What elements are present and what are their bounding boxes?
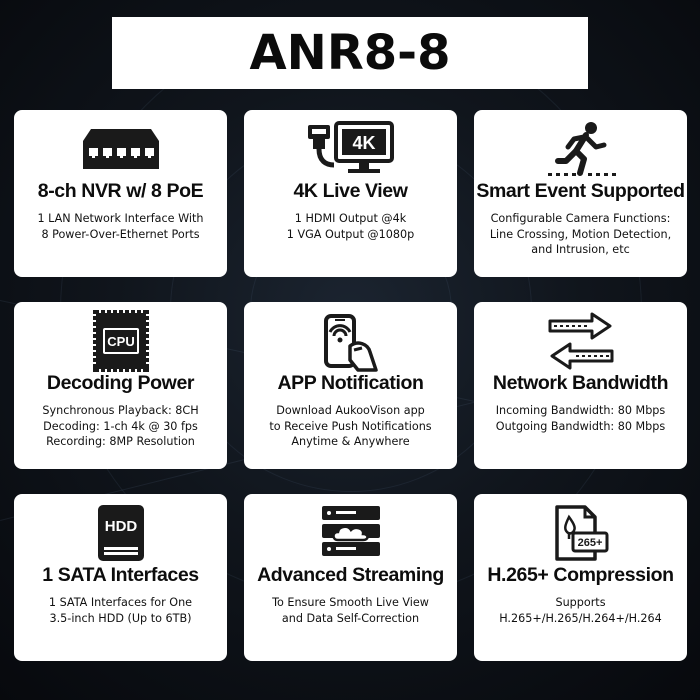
card-description: 1 SATA Interfaces for One 3.5-inch HDD (Up to 6TB) — [48, 596, 193, 625]
card-title: Decoding Power — [46, 372, 195, 394]
feature-card-smart-event — [474, 110, 687, 277]
h265-file-icon — [551, 503, 611, 563]
hdd-icon — [96, 503, 146, 563]
card-title: APP Notification — [277, 372, 424, 394]
running-person-icon — [546, 121, 616, 177]
feature-card-decoding — [14, 302, 227, 469]
card-description: To Ensure Smooth Live View and Data Self-Correction — [272, 596, 429, 625]
card-description: 1 HDMI Output @4k 1 VGA Output @1080p — [286, 212, 415, 241]
card-title: H.265+ Compression — [487, 564, 674, 586]
cloud-server-icon — [318, 504, 384, 562]
phone-notification-icon — [320, 310, 382, 372]
card-title: Smart Event Supported — [476, 180, 685, 202]
feature-card-streaming — [244, 494, 457, 661]
svg-text:HDD: HDD — [104, 518, 137, 535]
card-description: 1 LAN Network Interface With 8 Power-Over-Ethernet Ports — [37, 212, 204, 241]
card-title: Advanced Streaming — [257, 564, 444, 586]
card-description: Synchronous Playback: 8CH Decoding: 1-ch 4k @ 30 fps Recording: 8MP Resolution — [42, 404, 199, 448]
feature-card-network-bandwidth — [474, 302, 687, 469]
card-description: Incoming Bandwidth: 80 Mbps Outgoing Bandwidth: 80 Mbps — [495, 404, 666, 433]
title-banner — [112, 17, 588, 89]
svg-text:CPU: CPU — [106, 334, 135, 349]
card-description: Download AukooVison app to Receive Push Notifications Anytime & Anywhere — [269, 404, 432, 448]
feature-card-poe — [14, 110, 227, 277]
card-title: 1 SATA Interfaces — [42, 564, 199, 586]
feature-card-compression — [474, 494, 687, 661]
hdmi-4k-monitor-icon — [306, 121, 396, 177]
card-title: 4K Live View — [293, 180, 408, 202]
card-description: Supports H.265+/H.265/H.264+/H.264 — [499, 596, 662, 625]
svg-text:4K: 4K — [351, 133, 376, 153]
svg-text:265+: 265+ — [577, 537, 602, 549]
page-title: ANR8-8 — [249, 25, 451, 81]
card-title: Network Bandwidth — [492, 372, 669, 394]
feature-card-sata — [14, 494, 227, 661]
card-title: 8-ch NVR w/ 8 PoE — [37, 180, 204, 202]
poe-switch-icon — [81, 127, 161, 171]
card-description: Configurable Camera Functions: Line Crossing, Motion Detection, and Intrusion, etc — [489, 212, 672, 256]
feature-card-app-notification — [244, 302, 457, 469]
feature-card-4k — [244, 110, 457, 277]
cpu-chip-icon — [89, 310, 153, 372]
bidirectional-arrows-icon — [546, 311, 616, 371]
